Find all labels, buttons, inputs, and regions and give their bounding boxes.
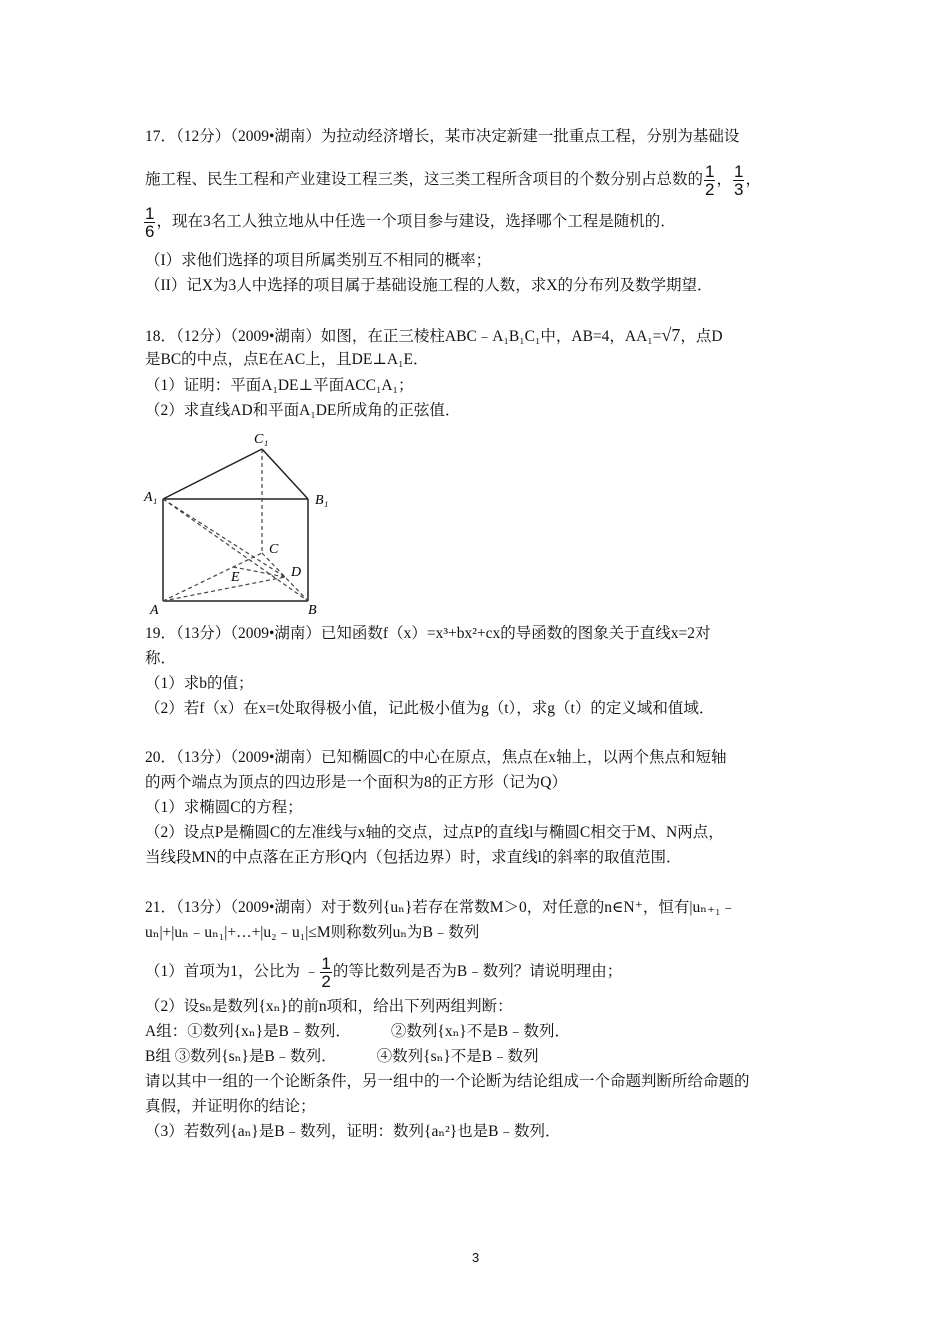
judgment-3: B组 ③数列{sₙ}是B﹣数列． (145, 1048, 337, 1065)
q21-line-7: 请以其中一组的一个论断条件，另一组中的一个论断为结论组成一个命题判断所给命题的 (145, 1073, 750, 1090)
label-c1: C₁ (254, 432, 269, 447)
q21-part-2: （2）设sₙ是数列{xₙ}的前n项和，给出下列两组判断： (145, 998, 513, 1015)
q17-line-1: 17．（12分）（2009•湖南）为拉动经济增长，某市决定新建一批重点工程，分别为基础设 (145, 128, 740, 145)
judgment-1: A组：①数列{xₙ}是B﹣数列． (145, 1023, 351, 1040)
q21-text: 的等比数列是否为B﹣数列？请说明理由； (332, 963, 623, 981)
denominator: 2 (321, 972, 331, 991)
q20-part-1: （1）求椭圆C的方程； (145, 799, 303, 816)
q17-text: 施工程、民生工程和产业建设工程三类，这三类工程所含项目的个数分别占总数的 (145, 171, 704, 189)
q19-part-1: （1）求b的值； (145, 675, 254, 692)
separator: ， (745, 171, 761, 189)
edge-ac (163, 553, 262, 601)
q20-line-5: 当线段MN的中点落在正方形Q内（包括边界）时，求直线l的斜率的取值范围． (145, 849, 682, 866)
page-number: 3 (472, 1250, 480, 1265)
q18-line-2: 是BC的中点，点E在AC上，且DE⊥A₁E． (145, 351, 429, 368)
q21-group-a (145, 1022, 570, 1042)
sqrt-7: √7 (661, 325, 681, 345)
label-a1: A₁ (144, 490, 158, 505)
q19-line-1: 19．（13分）（2009•湖南）已知函数f（x）=x³+bx²+cx的导函数的图象关于直线x=2对 (145, 625, 711, 642)
segment-a1d (163, 499, 285, 577)
q20-part-2: （2）设点P是椭圆C的左准线与x轴的交点，过点P的直线l与椭圆C相交于M、N两点， (145, 824, 724, 841)
edge-a1c1 (163, 449, 262, 499)
label-d: D (291, 565, 302, 580)
judgment-4: ④数列{sₙ}不是B﹣数列 (376, 1048, 539, 1065)
denominator: 6 (145, 222, 155, 241)
q18-part-2: （2）求直线AD和平面A₁DE所成角的正弦值． (145, 402, 461, 419)
edge-c1b1 (262, 449, 308, 499)
label-b: B (308, 603, 317, 618)
q17-line-2 (145, 163, 761, 198)
q21-line-8: 真假，并证明你的结论； (145, 1098, 316, 1115)
label-a: A (150, 603, 159, 618)
denominator: 3 (734, 180, 744, 199)
fraction-half (320, 955, 331, 990)
numerator: 1 (145, 204, 155, 223)
q21-line-1: 21．（13分）（2009•湖南）对于数列{uₙ}若存在常数M＞0，对任意的n∈N⁺，恒有|uₙ₊₁﹣ (145, 899, 737, 916)
q17-text: ，现在3名工人独立地从中任选一个项目参与建设，选择哪个工程是随机的． (156, 213, 676, 231)
label-e: E (231, 570, 240, 585)
q21-part-3: （3）若数列{aₙ}是B﹣数列，证明：数列{aₙ²}也是B﹣数列． (145, 1123, 561, 1140)
label-b1: B₁ (315, 493, 329, 508)
q17-part-1: （I）求他们选择的项目所属类别互不相同的概率； (145, 252, 492, 269)
q18-text: ，点D (680, 328, 723, 345)
label-c: C (269, 542, 279, 557)
segment-a1b (163, 499, 308, 601)
q20-line-1: 20．（13分）（2009•湖南）已知椭圆C的中心在原点，焦点在x轴上，以两个焦点和短轴 (145, 749, 727, 766)
q21-part-1 (145, 955, 622, 990)
q17-part-2: （II）记X为3人中选择的项目属于基础设施工程的人数，求X的分布列及数学期望． (145, 277, 713, 294)
numerator: 1 (734, 162, 744, 181)
q21-text: （1）首项为1，公比为 (145, 963, 301, 981)
judgment-2: ②数列{xₙ}不是B﹣数列． (390, 1023, 571, 1040)
numerator: 1 (321, 954, 331, 973)
q17-line-3 (143, 205, 676, 240)
fraction-half (704, 163, 715, 198)
q21-line-2: uₙ|+|uₙ﹣uₙ₁|+…+|u₂﹣u₁|≤M则称数列uₙ为B﹣数列 (145, 924, 480, 941)
q18-line-1 (145, 325, 723, 347)
minus-sign: ﹣ (303, 963, 320, 981)
fraction-sixth (144, 205, 155, 240)
q21-group-b (145, 1047, 539, 1067)
denominator: 2 (705, 180, 715, 199)
q18-part-1: （1）证明：平面A₁DE⊥平面ACC₁A₁； (145, 377, 414, 394)
q20-line-2: 的两个端点为顶点的四边形是一个面积为8的正方形（记为Q） (145, 774, 567, 791)
fraction-third (733, 163, 744, 198)
separator: ， (716, 171, 732, 189)
q19-part-2: （2）若f（x）在x=t处取得极小值，记此极小值为g（t），求g（t）的定义域和值域． (145, 700, 715, 717)
segment-ad (163, 577, 285, 601)
prism-figure (140, 425, 340, 620)
q18-text: 18．（12分）（2009•湖南）如图，在正三棱柱ABC﹣A₁B₁C₁中，AB=4，AA₁= (145, 328, 662, 345)
numerator: 1 (705, 162, 715, 181)
q19-line-2: 称． (145, 650, 177, 667)
